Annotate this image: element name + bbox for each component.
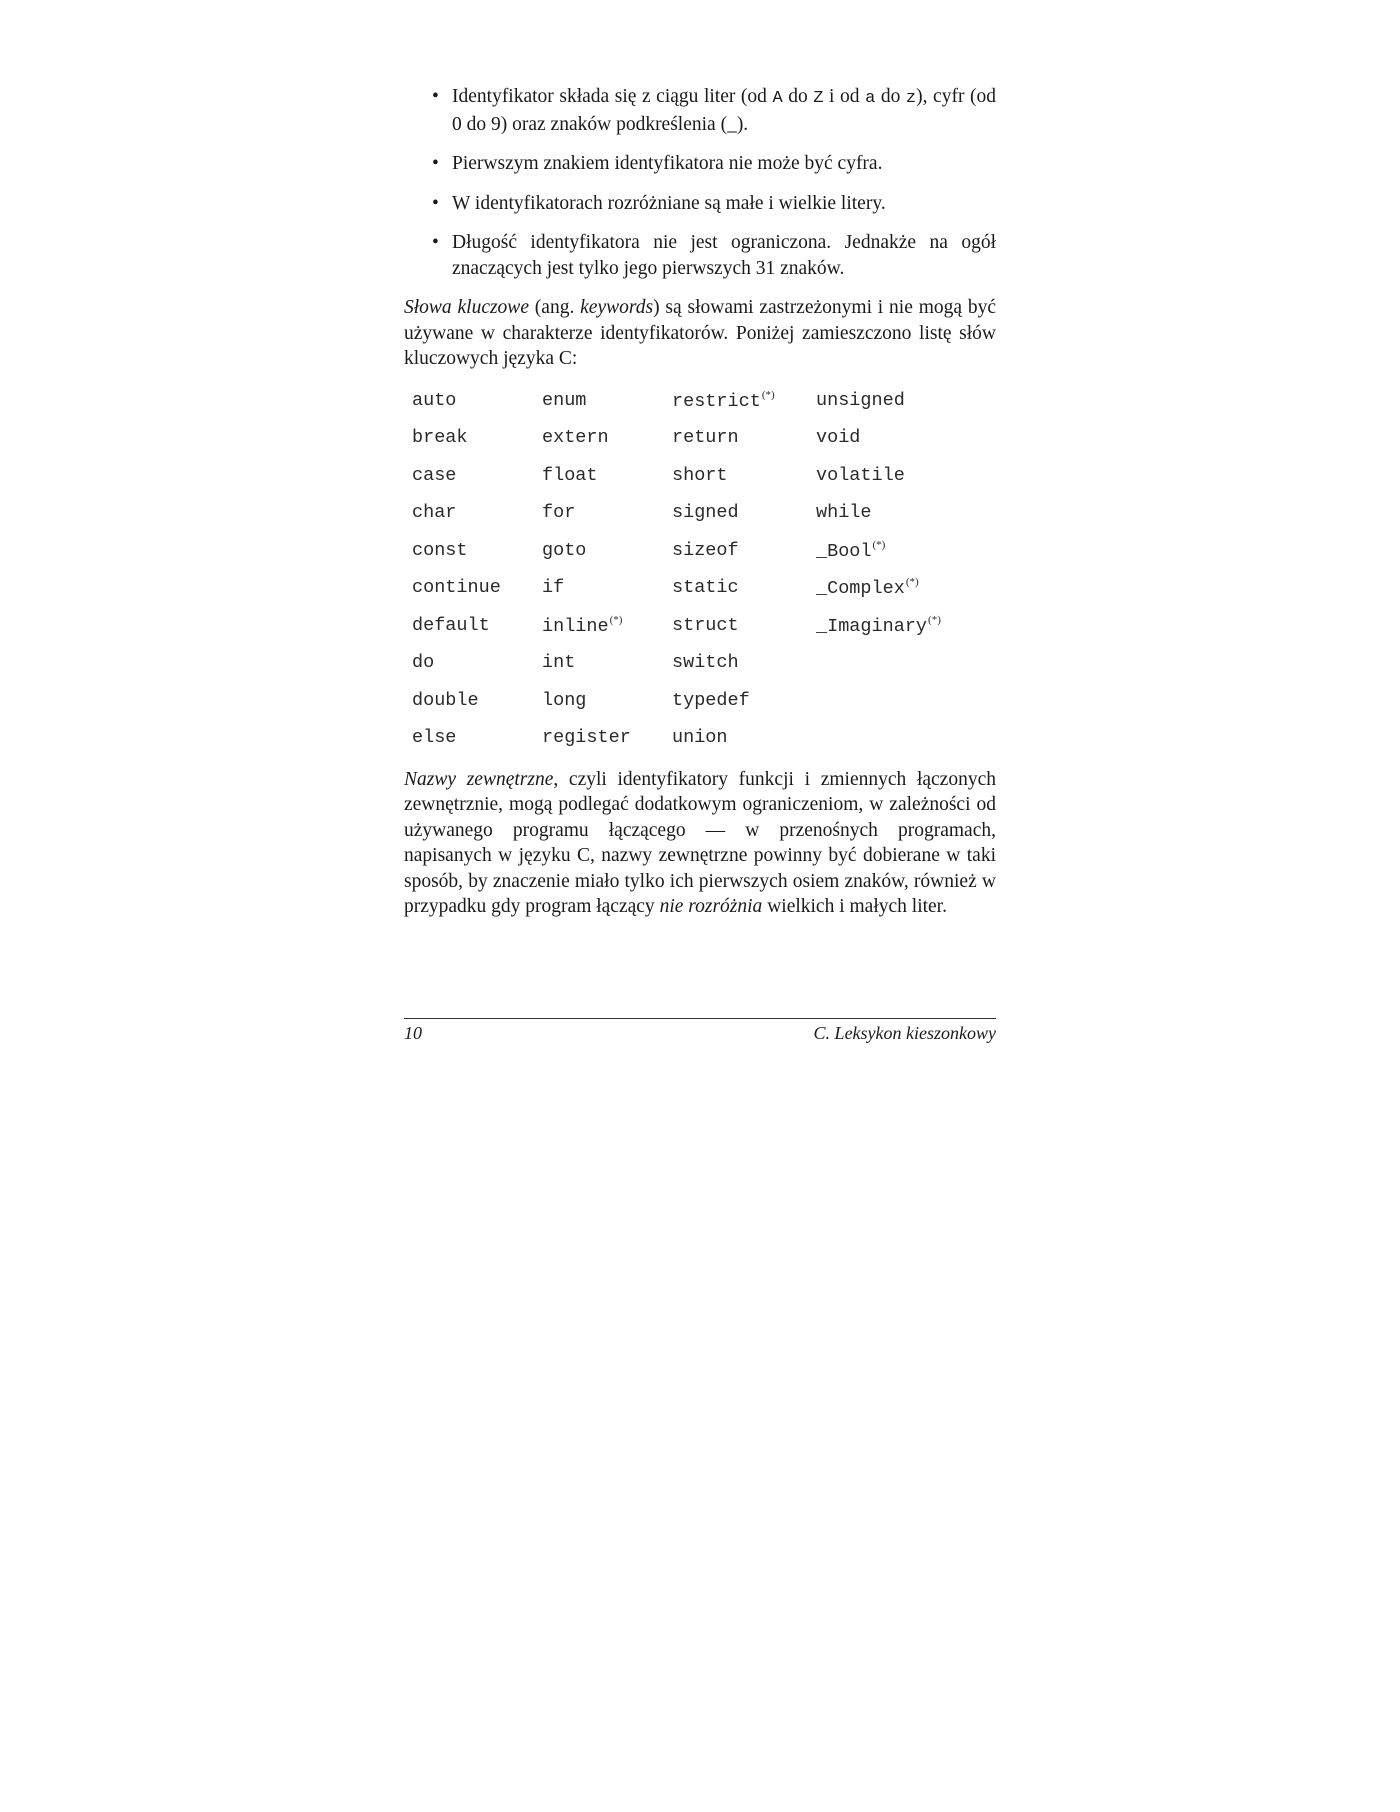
keyword-cell — [816, 644, 966, 682]
identifier-rules-list — [404, 84, 996, 281]
keyword: do — [412, 652, 435, 674]
keywords-term: Słowa kluczowe — [404, 297, 529, 318]
keyword-cell — [542, 419, 672, 457]
keyword-cell — [542, 569, 672, 607]
keyword: static — [672, 577, 739, 599]
table-row — [412, 569, 966, 607]
keyword-cell — [542, 532, 672, 570]
keyword: short — [672, 464, 728, 486]
list-item: • Identyfikator składa się z ciągu liter (od A do Z i od a do z), cyfr (od 0 do 9) oraz znaków podkreślenia (_). — [404, 84, 996, 137]
keyword: signed — [672, 502, 739, 524]
keyword-cell — [816, 532, 966, 570]
external-names-term: Nazwy zewnętrzne — [404, 768, 554, 790]
keyword: enum — [542, 389, 587, 411]
keyword: restrict — [672, 390, 761, 412]
keyword-cell — [816, 494, 966, 532]
keyword: sizeof — [672, 539, 739, 561]
keyword: register — [542, 727, 631, 749]
keyword-cell — [672, 419, 816, 457]
keyword: while — [816, 502, 872, 524]
keyword: extern — [542, 427, 609, 449]
table-row — [412, 532, 966, 570]
keyword-cell — [672, 644, 816, 682]
keyword: int — [542, 652, 576, 674]
keyword-cell — [412, 719, 542, 757]
keyword-cell — [412, 607, 542, 645]
list-item: • Długość identyfikatora nie jest ograniczona. Jednakże na ogół znaczących jest tylko jego pierwszych 31 znaków. — [404, 230, 996, 281]
external-names-paragraph: Nazwy zewnętrzne, czyli identyfikatory funkcji i zmiennych łączonych zewnętrznie, mogą podlegać dodatkowym ograniczeniom, w zależności od używanego programu łączącego — w przenośnych programach, napisanych w języku C, nazwy zewnętrzne powinny być dobierane w taki sposób, by znaczenie miało tylko ich pierwszych osiem znaków, również w przypadku gdy program łączący nie rozróżnia wielkich i małych liter. — [404, 768, 996, 917]
list-item: • W identyfikatorach rozróżniane są małe i wielkie litery. — [404, 191, 996, 217]
keyword: continue — [412, 577, 501, 599]
keyword-cell — [542, 607, 672, 645]
c99-marker: (*) — [905, 576, 919, 589]
c99-marker: (*) — [761, 388, 775, 401]
keyword: auto — [412, 389, 457, 411]
keyword: float — [542, 464, 598, 486]
keyword-cell — [412, 457, 542, 495]
keyword: else — [412, 727, 457, 749]
keyword: goto — [542, 539, 587, 561]
keyword: unsigned — [816, 389, 905, 411]
page-content — [404, 84, 996, 1043]
table-row — [412, 719, 966, 757]
keyword-cell — [412, 682, 542, 720]
keyword-cell — [542, 682, 672, 720]
keyword: union — [672, 727, 728, 749]
table-row — [412, 682, 966, 720]
page-footer — [404, 1018, 996, 1043]
c99-marker: (*) — [872, 538, 886, 551]
keyword: typedef — [672, 689, 750, 711]
keyword: char — [412, 502, 457, 524]
keyword-cell — [542, 382, 672, 420]
keyword: double — [412, 689, 479, 711]
table-row — [412, 419, 966, 457]
keyword-cell — [816, 607, 966, 645]
keyword: for — [542, 502, 576, 524]
keyword-cell — [816, 457, 966, 495]
keywords-paragraph: Słowa kluczowe (ang. keywords) są słowami zastrzeżonymi i nie mogą być używane w charakterze identyfikatorów. Poniżej zamieszczono listę słów kluczowych języka C: — [404, 297, 996, 369]
keywords-english-term: keywords — [580, 297, 654, 318]
keyword: inline — [542, 615, 609, 637]
list-item: • Pierwszym znakiem identyfikatora nie może być cyfra. — [404, 151, 996, 177]
keyword-cell — [542, 719, 672, 757]
keyword: case — [412, 464, 457, 486]
book-title: C. Leksykon kieszonkowy — [813, 1023, 996, 1043]
emphasis-text: nie rozróżnia — [659, 896, 763, 917]
keyword: break — [412, 427, 468, 449]
keyword-cell — [672, 532, 816, 570]
keyword: _Complex — [816, 578, 905, 600]
keyword-cell — [816, 569, 966, 607]
keyword: _Imaginary — [816, 615, 928, 637]
keyword: default — [412, 614, 490, 636]
keyword-cell — [672, 457, 816, 495]
keyword: _Bool — [816, 540, 872, 562]
keyword-cell — [672, 382, 816, 420]
keyword: volatile — [816, 464, 905, 486]
keyword-cell — [672, 719, 816, 757]
table-row — [412, 644, 966, 682]
keyword-cell — [816, 682, 966, 720]
keyword-cell — [412, 644, 542, 682]
keyword: if — [542, 577, 565, 599]
keyword-cell — [672, 569, 816, 607]
keyword: void — [816, 427, 861, 449]
keyword: struct — [672, 614, 739, 636]
page-number: 10 — [404, 1023, 422, 1043]
keyword: switch — [672, 652, 739, 674]
keywords-table — [412, 382, 966, 757]
keyword-cell — [542, 494, 672, 532]
keyword-cell — [412, 382, 542, 420]
table-row — [412, 607, 966, 645]
keyword-cell — [672, 607, 816, 645]
keyword-cell — [816, 382, 966, 420]
table-row — [412, 457, 966, 495]
c99-marker: (*) — [609, 613, 623, 626]
keyword: const — [412, 539, 468, 561]
keyword-cell — [542, 644, 672, 682]
keyword-cell — [672, 494, 816, 532]
keyword-cell — [816, 419, 966, 457]
keyword-cell — [672, 682, 816, 720]
keyword: long — [542, 689, 587, 711]
keyword: return — [672, 427, 739, 449]
keyword-cell — [542, 457, 672, 495]
keyword-cell — [412, 494, 542, 532]
keyword-cell — [412, 532, 542, 570]
keyword-cell — [816, 719, 966, 757]
table-row — [412, 382, 966, 420]
table-row — [412, 494, 966, 532]
keyword-cell — [412, 569, 542, 607]
keyword-cell — [412, 419, 542, 457]
c99-marker: (*) — [928, 613, 941, 626]
